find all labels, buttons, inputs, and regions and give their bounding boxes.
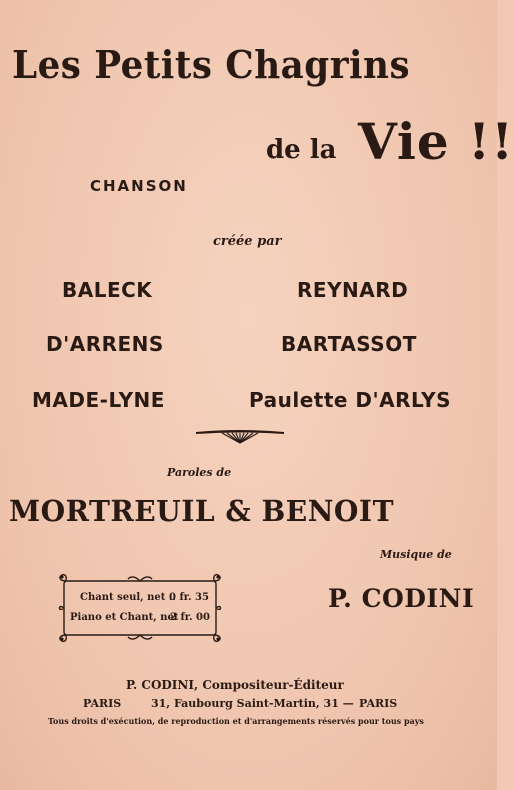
music-label: Musique de [380, 548, 452, 561]
artist-name: BARTASSOT [281, 332, 417, 356]
genre-label: CHANSON [90, 177, 188, 195]
artist-name: MADE-LYNE [32, 388, 165, 412]
composer: P. CODINI [328, 584, 475, 613]
price-value-piano: 2 fr. 00 [170, 612, 210, 623]
address-city-right: PARIS [359, 697, 398, 710]
artist-name: Paulette D'ARLYS [249, 388, 452, 412]
lyricists: MORTREUIL & BENOIT [9, 494, 394, 528]
artist-name: D'ARRENS [46, 332, 164, 356]
price-label-piano: Piano et Chant, net [70, 612, 179, 623]
created-by-label: créée par [213, 234, 282, 249]
price-label-voice: Chant seul, net .. [80, 592, 176, 603]
price-frame [56, 573, 224, 643]
title-line-2-main: Vie !! [358, 112, 514, 171]
artist-name: REYNARD [297, 278, 409, 302]
address-street: 31, Faubourg Saint-Martin, 31 — [151, 697, 354, 710]
rights-notice: Tous droits d'exécution, de reproduction et d'arrangements réservés pour tous pays [48, 716, 424, 726]
fan-ornament [196, 428, 284, 444]
title-line-1: Les Petits Chagrins [12, 42, 411, 87]
address-city-left: PARIS [83, 697, 122, 710]
title-line-2-prefix: de la [266, 135, 337, 165]
artist-name: BALECK [62, 278, 153, 302]
lyrics-label: Paroles de [167, 466, 232, 479]
publisher: P. CODINI, Compositeur-Éditeur [126, 678, 344, 692]
price-value-voice: 0 fr. 35 [169, 592, 209, 603]
